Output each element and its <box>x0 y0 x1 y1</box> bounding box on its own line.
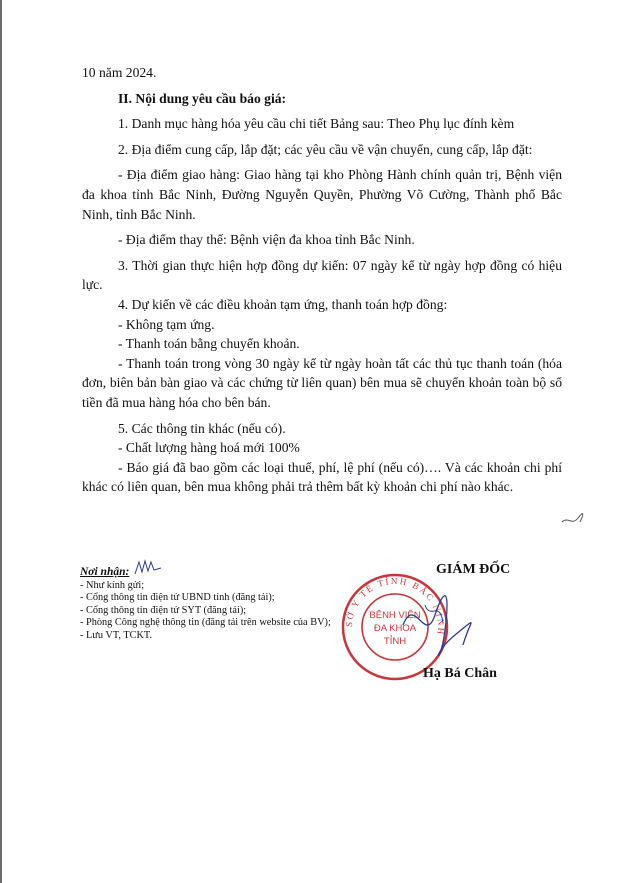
section-2-heading: II. Nội dung yêu cầu báo giá: <box>118 90 287 106</box>
item-5-a: - Chất lượng hàng hoá mới 100% <box>118 440 300 456</box>
signer-title: GIÁM ĐỐC <box>436 562 511 577</box>
item-1: 1. Danh mục hàng hóa yêu cầu chi tiết Bảng sau: Theo Phụ lục đính kèm <box>118 116 515 132</box>
item-2-delivery: - Địa điểm giao hàng: Giao hàng tại kho Phòng Hành chính quản trị, Bệnh viện đa khoa tỉnh Bắc Ninh, Đường Nguyễn Quyền, Phường Võ Cường, Thành phố Bắc Ninh, tỉnh Bắc Ninh. <box>82 167 562 222</box>
initials-scribble <box>133 558 163 578</box>
item-5: 5. Các thông tin khác (nếu có). <box>118 420 286 436</box>
recipient-item: - Phòng Công nghệ thông tin (đăng tải trên website của BV); <box>80 617 331 629</box>
recipients-heading: Nơi nhận: <box>80 566 130 578</box>
recipient-item: - Như kính gửi; <box>80 579 145 591</box>
item-2-replacement: - Địa điểm thay thế: Bệnh viện đa khoa tỉnh Bắc Ninh. <box>118 232 415 248</box>
signer-name: Hạ Bá Chân <box>423 666 497 681</box>
recipient-item: - Lưu VT, TCKT. <box>80 629 153 641</box>
item-5-b: - Báo giá đã bao gồm các loại thuế, phí, lệ phí (nếu có)…. Và các khoản chi phí khác có liên quan, bên mua không phải trả thêm bất kỳ khoản chi phí nào khác. <box>82 459 562 495</box>
recipient-item: - Cổng thông tin điện tử UBND tỉnh (đăng tải); <box>80 592 275 604</box>
handwritten-tail-scribble <box>560 508 586 530</box>
item-3: 3. Thời gian thực hiện hợp đồng dự kiến: 07 ngày kể từ ngày hợp đồng có hiệu lực. <box>82 257 562 293</box>
seal-ring-text: SỞ Y TẾ TỈNH BẮC NINH <box>343 575 447 637</box>
director-signature <box>395 585 475 660</box>
item-4-c: - Thanh toán trong vòng 30 ngày kể từ ngày hoàn tất các thủ tục thanh toán (hóa đơn, biên bản bàn giao và các chứng từ liên quan) bên mua sẽ chuyển khoản toàn bộ số tiền đã mua hàng hóa cho bên bán. <box>82 355 562 410</box>
intro-line: 10 năm 2024. <box>82 65 157 80</box>
document-body <box>82 63 562 497</box>
item-4-b: - Thanh toán bằng chuyển khoản. <box>118 336 300 352</box>
item-4-a: - Không tạm ứng. <box>118 316 215 332</box>
seal-line-1: BỆNH VIỆN <box>369 610 421 621</box>
seal-line-2: ĐA KHOA <box>373 623 417 634</box>
recipient-item: - Cổng thông tin điện tử SYT (đăng tải); <box>80 604 247 616</box>
recipients-block <box>80 566 380 643</box>
item-2: 2. Địa điểm cung cấp, lắp đặt; các yêu cầu về vận chuyển, cung cấp, lắp đặt: <box>118 141 533 157</box>
item-4: 4. Dự kiến về các điều khoản tạm ứng, thanh toán hợp đồng: <box>118 296 448 312</box>
seal-line-3: TỈNH <box>383 636 407 647</box>
page-left-border <box>0 0 2 883</box>
